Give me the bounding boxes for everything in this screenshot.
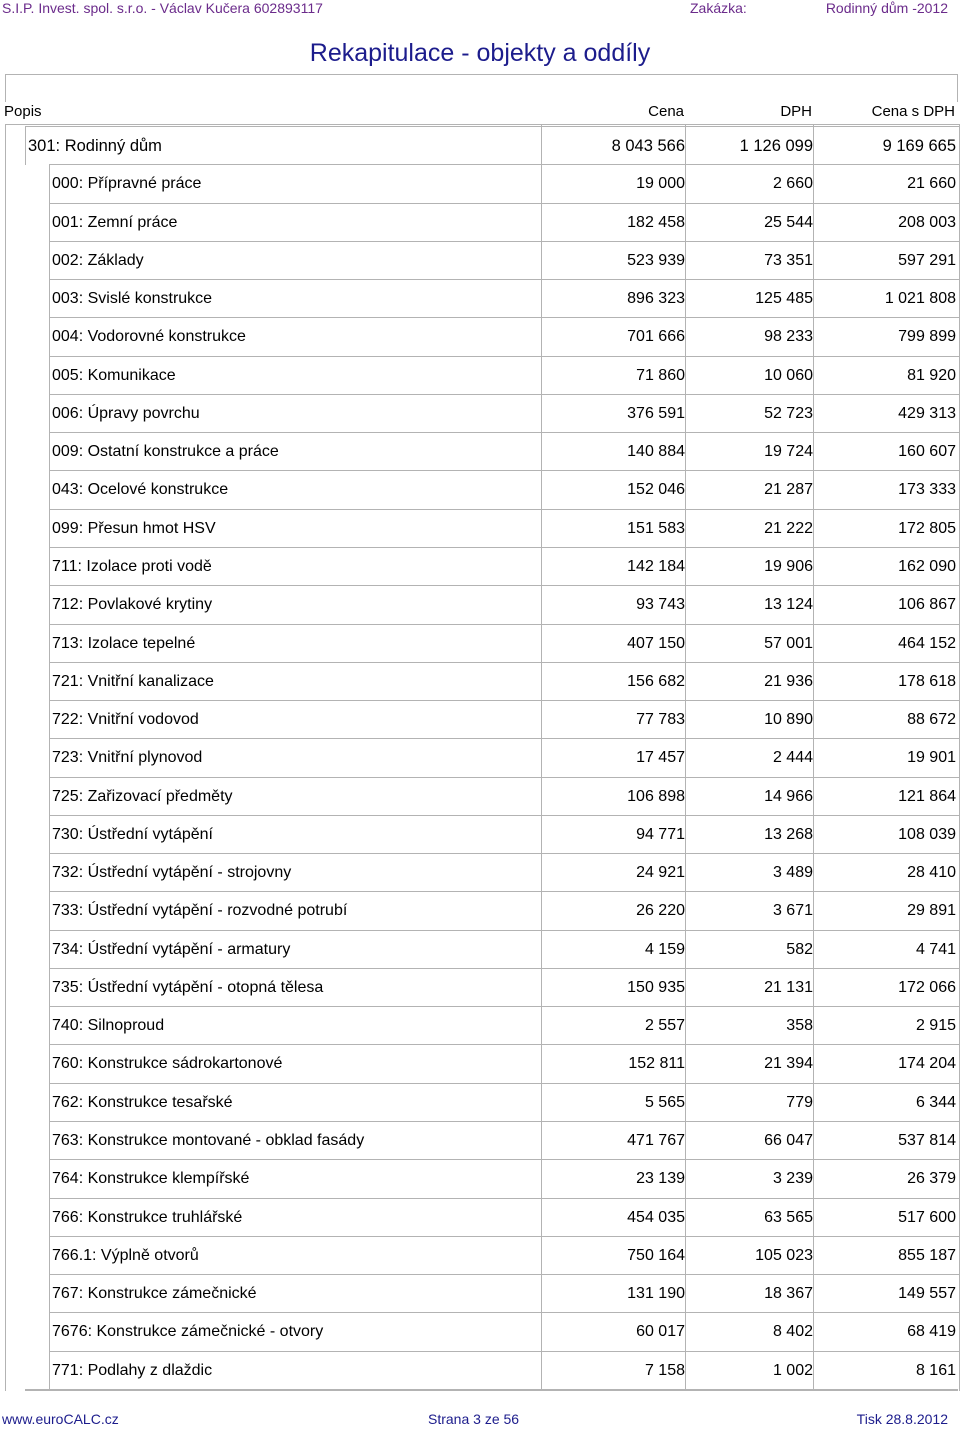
row-price: 376 591 bbox=[627, 405, 685, 422]
company-info: S.I.P. Invest. spol. s.r.o. - Václav Kučera 602893117 bbox=[2, 0, 323, 16]
row-price-with-vat: 4 741 bbox=[915, 941, 956, 958]
row-vat: 21 222 bbox=[764, 520, 813, 537]
row-description: 740: Silnoproud bbox=[52, 1017, 165, 1034]
row-price: 26 220 bbox=[636, 902, 685, 919]
row-description: 712: Povlakové krytiny bbox=[52, 596, 213, 613]
table-row bbox=[49, 662, 959, 701]
page-footer bbox=[0, 1411, 960, 1429]
row-vat: 73 351 bbox=[764, 252, 813, 269]
row-price-with-vat: 88 672 bbox=[907, 711, 956, 728]
row-price-with-vat: 172 805 bbox=[898, 520, 956, 537]
row-price: 24 921 bbox=[636, 864, 685, 881]
row-price-with-vat: 19 901 bbox=[907, 749, 956, 766]
row-description: 771: Podlahy z dlaždic bbox=[52, 1362, 213, 1379]
col-header-dph: DPH bbox=[780, 103, 812, 120]
row-price-with-vat: 68 419 bbox=[907, 1323, 956, 1340]
column-separator bbox=[813, 124, 814, 1390]
row-vat: 582 bbox=[786, 941, 813, 958]
row-price: 150 935 bbox=[627, 979, 685, 996]
table-row bbox=[49, 700, 959, 739]
row-description: 723: Vnitřní plynovod bbox=[52, 749, 203, 766]
row-description: 721: Vnitřní kanalizace bbox=[52, 673, 214, 690]
row-price-with-vat: 855 187 bbox=[898, 1247, 956, 1264]
row-price: 60 017 bbox=[636, 1323, 685, 1340]
row-description: 002: Základy bbox=[52, 252, 144, 269]
table-row bbox=[49, 585, 959, 624]
row-vat: 19 906 bbox=[764, 558, 813, 575]
table-row bbox=[49, 1198, 959, 1237]
row-vat: 10 890 bbox=[764, 711, 813, 728]
row-description: 000: Přípravné práce bbox=[52, 175, 202, 192]
row-vat: 3 239 bbox=[772, 1170, 813, 1187]
row-description: 7676: Konstrukce zámečnické - otvory bbox=[52, 1323, 324, 1340]
row-description: 001: Zemní práce bbox=[52, 214, 178, 231]
table-row bbox=[49, 1159, 959, 1198]
row-description: 766.1: Výplně otvorů bbox=[52, 1247, 199, 1264]
row-price-with-vat: 160 607 bbox=[898, 443, 956, 460]
page-title: Rekapitulace - objekty a oddíly bbox=[309, 39, 651, 67]
row-price: 7 158 bbox=[644, 1362, 685, 1379]
row-vat: 13 268 bbox=[764, 826, 813, 843]
row-price: 896 323 bbox=[627, 290, 685, 307]
table-row bbox=[49, 968, 959, 1007]
table-row bbox=[25, 126, 959, 165]
row-vat: 57 001 bbox=[764, 635, 813, 652]
table-row bbox=[49, 317, 959, 356]
row-price-with-vat: 208 003 bbox=[898, 214, 956, 231]
column-separator bbox=[541, 124, 542, 1390]
row-price-with-vat: 174 204 bbox=[898, 1055, 956, 1072]
row-vat: 14 966 bbox=[764, 788, 813, 805]
order-value: Rodinný dům -2012 bbox=[825, 0, 948, 16]
row-price-with-vat: 121 864 bbox=[898, 788, 956, 805]
row-price-with-vat: 799 899 bbox=[898, 328, 956, 345]
row-vat: 2 444 bbox=[772, 749, 813, 766]
row-price: 750 164 bbox=[627, 1247, 685, 1264]
row-description: 722: Vnitřní vodovod bbox=[52, 711, 199, 728]
row-price-with-vat: 108 039 bbox=[898, 826, 956, 843]
row-description: 734: Ústřední vytápění - armatury bbox=[52, 941, 291, 958]
table-row bbox=[49, 930, 959, 969]
row-description: 735: Ústřední vytápění - otopná tělesa bbox=[52, 979, 324, 996]
row-vat: 19 724 bbox=[764, 443, 813, 460]
row-price-with-vat: 537 814 bbox=[898, 1132, 956, 1149]
table-top-frame bbox=[5, 74, 958, 102]
table-row bbox=[49, 891, 959, 930]
table-row bbox=[49, 394, 959, 433]
row-price: 152 811 bbox=[628, 1055, 685, 1072]
row-vat: 8 402 bbox=[772, 1323, 813, 1340]
row-price-with-vat: 464 152 bbox=[898, 635, 956, 652]
row-vat: 21 287 bbox=[764, 481, 813, 498]
row-vat: 105 023 bbox=[755, 1247, 813, 1264]
row-vat: 779 bbox=[786, 1094, 813, 1111]
table-row bbox=[49, 1351, 959, 1390]
row-price-with-vat: 2 915 bbox=[915, 1017, 956, 1034]
row-price-with-vat: 162 090 bbox=[898, 558, 956, 575]
row-price: 8 043 566 bbox=[611, 137, 685, 155]
row-price: 407 150 bbox=[627, 635, 685, 652]
row-description: 766: Konstrukce truhlářské bbox=[52, 1209, 243, 1226]
row-vat: 21 394 bbox=[764, 1055, 813, 1072]
page-header bbox=[0, 0, 960, 18]
row-price: 23 139 bbox=[636, 1170, 685, 1187]
table-row bbox=[49, 853, 959, 892]
table-row bbox=[49, 1044, 959, 1083]
row-description: 003: Svislé konstrukce bbox=[52, 290, 213, 307]
row-price-with-vat: 149 557 bbox=[898, 1285, 956, 1302]
row-price-with-vat: 8 161 bbox=[915, 1362, 956, 1379]
row-price-with-vat: 26 379 bbox=[907, 1170, 956, 1187]
row-price: 523 939 bbox=[627, 252, 685, 269]
row-price: 182 458 bbox=[627, 214, 685, 231]
row-price: 17 457 bbox=[636, 749, 685, 766]
row-price-with-vat: 9 169 665 bbox=[882, 137, 956, 155]
row-description: 733: Ústřední vytápění - rozvodné potrubí bbox=[52, 902, 348, 919]
row-price: 71 860 bbox=[636, 367, 685, 384]
table-row bbox=[49, 356, 959, 395]
row-price: 94 771 bbox=[636, 826, 685, 843]
table-row bbox=[49, 1083, 959, 1122]
row-price-with-vat: 6 344 bbox=[915, 1094, 956, 1111]
row-description: 725: Zařizovací předměty bbox=[52, 788, 233, 805]
table-row bbox=[49, 547, 959, 586]
row-price: 156 682 bbox=[627, 673, 685, 690]
row-price-with-vat: 517 600 bbox=[898, 1209, 956, 1226]
row-vat: 10 060 bbox=[764, 367, 813, 384]
row-vat: 52 723 bbox=[764, 405, 813, 422]
row-vat: 1 126 099 bbox=[739, 137, 813, 155]
table-row bbox=[49, 1121, 959, 1160]
table-row bbox=[49, 815, 959, 854]
row-price: 4 159 bbox=[644, 941, 685, 958]
table-row bbox=[49, 1006, 959, 1045]
row-vat: 98 233 bbox=[764, 328, 813, 345]
row-price-with-vat: 1 021 808 bbox=[884, 290, 956, 307]
table-row bbox=[49, 777, 959, 816]
row-price: 140 884 bbox=[627, 443, 685, 460]
row-description: 099: Přesun hmot HSV bbox=[52, 520, 216, 537]
table-row bbox=[49, 203, 959, 242]
row-vat: 66 047 bbox=[764, 1132, 813, 1149]
table-row bbox=[49, 738, 959, 777]
row-price: 471 767 bbox=[627, 1132, 685, 1149]
row-description: 004: Vodorovné konstrukce bbox=[52, 328, 246, 345]
row-description: 732: Ústřední vytápění - strojovny bbox=[52, 864, 292, 881]
footer-website: www.euroCALC.cz bbox=[2, 1411, 119, 1427]
row-price: 106 898 bbox=[627, 788, 685, 805]
table-row bbox=[49, 470, 959, 509]
row-vat: 18 367 bbox=[764, 1285, 813, 1302]
table-row bbox=[49, 1274, 959, 1313]
row-price-with-vat: 81 920 bbox=[907, 367, 956, 384]
row-price-with-vat: 178 618 bbox=[898, 673, 956, 690]
row-vat: 2 660 bbox=[772, 175, 813, 192]
table-row bbox=[49, 1312, 959, 1351]
row-vat: 63 565 bbox=[764, 1209, 813, 1226]
row-vat: 1 002 bbox=[772, 1362, 813, 1379]
row-vat: 125 485 bbox=[755, 290, 813, 307]
row-description: 730: Ústřední vytápění bbox=[52, 826, 213, 843]
row-description: 009: Ostatní konstrukce a práce bbox=[52, 443, 279, 460]
row-price: 151 583 bbox=[627, 520, 685, 537]
table-row bbox=[49, 241, 959, 280]
row-vat: 13 124 bbox=[764, 596, 813, 613]
order-label: Zakázka: bbox=[690, 0, 747, 16]
row-description: 005: Komunikace bbox=[52, 367, 176, 384]
row-description: 006: Úpravy povrchu bbox=[52, 405, 200, 422]
row-price-with-vat: 106 867 bbox=[898, 596, 956, 613]
row-description: 043: Ocelové konstrukce bbox=[52, 481, 229, 498]
col-header-popis: Popis bbox=[4, 103, 42, 120]
row-price-with-vat: 597 291 bbox=[898, 252, 956, 269]
row-price: 5 565 bbox=[644, 1094, 685, 1111]
row-price-with-vat: 21 660 bbox=[907, 175, 956, 192]
row-price: 142 184 bbox=[627, 558, 685, 575]
table-row bbox=[49, 1236, 959, 1275]
row-price: 454 035 bbox=[627, 1209, 685, 1226]
row-price: 93 743 bbox=[636, 596, 685, 613]
table-row bbox=[49, 509, 959, 548]
row-description: 764: Konstrukce klempířské bbox=[52, 1170, 250, 1187]
row-vat: 3 671 bbox=[772, 902, 813, 919]
row-price-with-vat: 172 066 bbox=[898, 979, 956, 996]
row-price-with-vat: 29 891 bbox=[907, 902, 956, 919]
row-description: 767: Konstrukce zámečnické bbox=[52, 1285, 257, 1302]
column-separator bbox=[685, 124, 686, 1390]
row-price: 19 000 bbox=[636, 175, 685, 192]
table-row bbox=[49, 164, 959, 203]
table-bottom-line bbox=[25, 1389, 958, 1391]
row-price-with-vat: 173 333 bbox=[898, 481, 956, 498]
row-price: 2 557 bbox=[644, 1017, 685, 1034]
table-row bbox=[49, 624, 959, 663]
col-header-cena: Cena bbox=[648, 103, 684, 120]
row-price: 77 783 bbox=[636, 711, 685, 728]
row-description: 711: Izolace proti vodě bbox=[52, 558, 212, 575]
row-description: 301: Rodinný dům bbox=[28, 137, 162, 155]
table-row bbox=[49, 432, 959, 471]
row-price: 131 190 bbox=[627, 1285, 685, 1302]
row-vat: 3 489 bbox=[772, 864, 813, 881]
col-header-cena-s-dph: Cena s DPH bbox=[871, 103, 955, 120]
row-description: 762: Konstrukce tesařské bbox=[52, 1094, 233, 1111]
row-description: 763: Konstrukce montované - obklad fasády bbox=[52, 1132, 365, 1149]
footer-page-number: Strana 3 ze 56 bbox=[428, 1411, 520, 1427]
table-row bbox=[49, 279, 959, 318]
row-price: 701 666 bbox=[627, 328, 685, 345]
row-vat: 21 936 bbox=[764, 673, 813, 690]
row-vat: 25 544 bbox=[764, 214, 813, 231]
row-vat: 358 bbox=[786, 1017, 813, 1034]
row-description: 760: Konstrukce sádrokartonové bbox=[52, 1055, 283, 1072]
row-price-with-vat: 28 410 bbox=[907, 864, 956, 881]
row-price-with-vat: 429 313 bbox=[898, 405, 956, 422]
footer-print-date: Tisk 28.8.2012 bbox=[856, 1411, 948, 1427]
row-vat: 21 131 bbox=[764, 979, 813, 996]
row-description: 713: Izolace tepelné bbox=[52, 635, 196, 652]
row-price: 152 046 bbox=[627, 481, 685, 498]
